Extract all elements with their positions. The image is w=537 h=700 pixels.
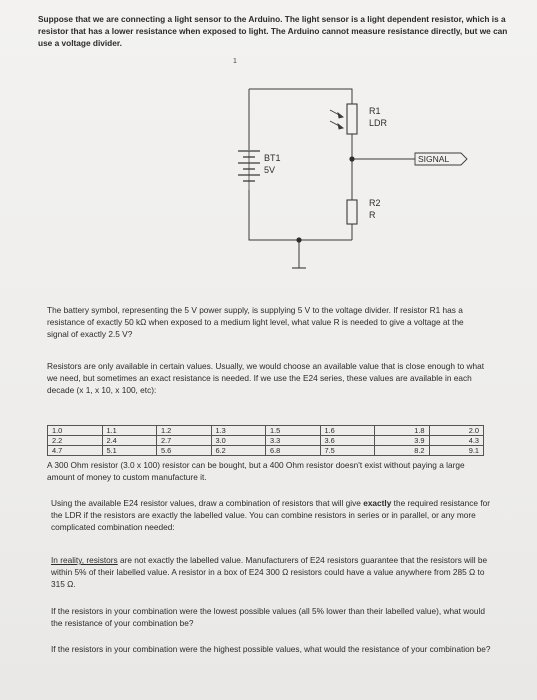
table-cell: 6.8 [266, 446, 321, 456]
reality-paragraph [51, 554, 491, 591]
light-arrows-icon [330, 110, 343, 129]
r1-ldr-body [347, 104, 357, 134]
r2-name-label: R2 [369, 198, 381, 208]
task-emphasis: exactly [363, 498, 392, 508]
table-row [48, 446, 484, 456]
table-cell: 2.7 [157, 436, 212, 446]
table-cell: 3.9 [375, 436, 430, 446]
battery-icon [238, 151, 260, 190]
left-bottom-wire [249, 190, 352, 240]
table-cell: 6.2 [211, 446, 266, 456]
task-paragraph [51, 497, 491, 534]
voltage-divider-schematic [0, 0, 537, 310]
r2-value-label: R [369, 210, 376, 220]
table-cell: 2.2 [48, 436, 103, 446]
intro-paragraph: Suppose that we are connecting a light sensor to the Arduino. The light sensor is a light dependent resistor, which is a resistor that has a lower resistance when exposed to light. The Arduino cannot measure resistance directly, but we can use a voltage divider. [38, 14, 508, 49]
table-cell: 1.0 [48, 426, 103, 436]
r2-resistor-body [347, 200, 357, 224]
table-cell: 1.2 [157, 426, 212, 436]
top-wire [249, 89, 352, 104]
resistors-intro-paragraph: Resistors are only available in certain values. Usually, we would choose an available value that is close enough to what we need, but sometimes an exact resistance is needed. If we use the E24 series, these values are available in each decade (x 1, x 10, x 100, etc): [47, 361, 485, 396]
table-cell: 2.4 [102, 436, 157, 446]
question-1-paragraph: The battery symbol, representing the 5 V power supply, is supplying 5 V to the voltage divider. If resistor R1 has a resistance of exactly 50 kΩ when exposed to a medium light level, what value R is needed to give a voltage at the signal of exactly 2.5 V? [47, 305, 464, 340]
table-cell: 2.0 [429, 426, 484, 436]
table-cell: 3.0 [211, 436, 266, 446]
table-cell: 8.2 [375, 446, 430, 456]
table-cell: 4.7 [48, 446, 103, 456]
table-cell: 1.3 [211, 426, 266, 436]
table-cell: 5.1 [102, 446, 157, 456]
e24-values-table [47, 425, 484, 456]
table-cell: 9.1 [429, 446, 484, 456]
ground-junction-dot [296, 237, 301, 242]
battery-name-label: BT1 [264, 153, 281, 163]
lowest-values-question: If the resistors in your combination were the lowest possible values (all 5% lower than their labelled value), what would the resistance of your combination be? [51, 606, 485, 629]
battery-value-label: 5V [264, 165, 276, 175]
table-cell: 7.5 [320, 446, 375, 456]
highest-values-question: If the resistors in your combination were the highest possible values, what would the resistance of your combination be? [51, 644, 491, 654]
r1-name-label: R1 [369, 106, 381, 116]
task-text-end: the required resistance for the LDR if the resistors are exactly the labelled value. You can combine resistors in series or in parallel, or any more complicated combination needed: [51, 498, 491, 533]
reality-underlined-text: In reality, resistors [51, 555, 118, 565]
signal-label-text: SIGNAL [418, 154, 450, 164]
table-cell: 1.8 [375, 426, 430, 436]
signal-junction-dot [349, 156, 354, 161]
reality-rest-text: are not exactly the labelled value. Manufacturers of E24 resistors guarantee that the resistors will be within 5% of their labelled value. A resistor in a box of E24 300 Ω resistors could have a value anywhere from 285 Ω to 315 Ω. [51, 555, 488, 590]
table-cell: 1.6 [320, 426, 375, 436]
table-cell: 5.6 [157, 446, 212, 456]
task-text-start: Using the available E24 resistor values, draw a combination of resistors that will give [51, 498, 364, 508]
page-number: 1 [233, 58, 237, 65]
table-cell: 1.1 [102, 426, 157, 436]
table-row [48, 436, 484, 446]
table-row [48, 426, 484, 436]
table-cell: 3.3 [266, 436, 321, 446]
r1-type-label: LDR [369, 118, 388, 128]
table-cell: 1.5 [266, 426, 321, 436]
table-cell: 3.6 [320, 436, 375, 446]
cost-note-paragraph: A 300 Ohm resistor (3.0 x 100) resistor can be bought, but a 400 Ohm resistor doesn't exist without paying a large amount of money to custom manufacture it. [47, 460, 465, 483]
table-cell: 4.3 [429, 436, 484, 446]
